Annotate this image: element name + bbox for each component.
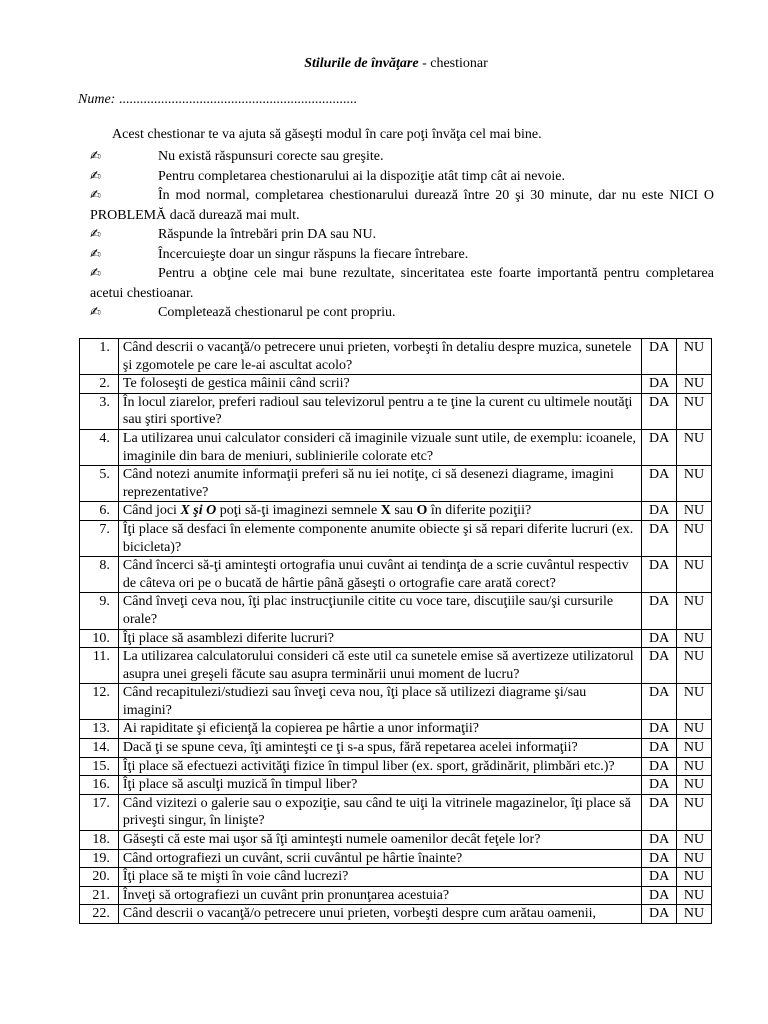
question-number: 1. xyxy=(80,339,119,375)
question-number: 19. xyxy=(80,849,119,868)
table-row xyxy=(80,466,712,502)
table-row xyxy=(80,339,712,375)
name-label: Nume: xyxy=(78,92,116,107)
question-number: 16. xyxy=(80,776,119,795)
intro-text: Acest chestionar te va ajuta să găseşti modul în care poţi învăţa cel mai bine. xyxy=(112,127,542,142)
instruction-item xyxy=(90,303,714,323)
answer-yes[interactable]: DA xyxy=(642,886,677,905)
questions-table xyxy=(79,338,712,924)
answer-no[interactable]: NU xyxy=(677,502,712,521)
question-text: Îţi place să asculţi muzică în timpul liber? xyxy=(118,776,641,795)
answer-no[interactable]: NU xyxy=(677,886,712,905)
page-title xyxy=(0,56,768,72)
answer-no[interactable]: NU xyxy=(677,593,712,629)
pointing-hand-icon: ✍ xyxy=(90,227,101,242)
answer-yes[interactable]: DA xyxy=(642,720,677,739)
question-fragment: X şi O xyxy=(180,503,217,519)
question-text: La utilizarea calculatorului consideri că este util ca sunetele emise să avertizeze utilizatorul asupra unei greşeli făcute sau asupra terminării unui moment de lucru? xyxy=(118,648,641,684)
answer-no[interactable]: NU xyxy=(677,757,712,776)
table-row xyxy=(80,684,712,720)
answer-no[interactable]: NU xyxy=(677,339,712,375)
instruction-text: Pentru a obţine cele mai bune rezultate, sinceritatea este foarte importantă pentru completarea acetui chestioanar. xyxy=(90,266,714,301)
table-row xyxy=(80,520,712,556)
answer-yes[interactable]: DA xyxy=(642,393,677,429)
table-row xyxy=(80,593,712,629)
question-fragment: poţi să-ţi imaginezi semnele xyxy=(216,503,381,519)
question-text: Îţi place să te mişti în voie când lucrezi? xyxy=(118,868,641,887)
question-text: În locul ziarelor, preferi radioul sau televizorul pentru a te ţine la curent cu ultimele noutăţi sau ştiri sportive? xyxy=(118,393,641,429)
question-text: La utilizarea unui calculator consideri că imaginile vizuale sunt utile, de exemplu: icoanele, imaginile din bara de meniuri, sublinierile colorate etc? xyxy=(118,429,641,465)
answer-yes[interactable]: DA xyxy=(642,776,677,795)
answer-yes[interactable]: DA xyxy=(642,502,677,521)
table-row xyxy=(80,648,712,684)
instruction-item xyxy=(90,186,714,225)
instruction-text: Încercuieşte doar un singur răspuns la fiecare întrebare. xyxy=(158,246,469,262)
answer-yes[interactable]: DA xyxy=(642,684,677,720)
answer-no[interactable]: NU xyxy=(677,557,712,593)
pointing-hand-icon: ✍ xyxy=(90,149,101,164)
table-row xyxy=(80,375,712,394)
instruction-text: Răspunde la întrebări prin DA sau NU. xyxy=(158,227,377,242)
question-text: Îţi place să desfaci în elemente componente anumite obiecte şi să repari diferite lucruri (ex. bicicleta)? xyxy=(118,520,641,556)
table-row xyxy=(80,502,712,521)
question-fragment: X xyxy=(380,503,391,519)
table-row xyxy=(80,868,712,887)
question-fragment: sau xyxy=(390,503,417,519)
answer-yes[interactable]: DA xyxy=(642,757,677,776)
question-number: 12. xyxy=(80,684,119,720)
table-row xyxy=(80,557,712,593)
pointing-hand-icon: ✍ xyxy=(90,266,101,281)
question-text: Când ortografiezi un cuvânt, scrii cuvântul pe hârtie înainte? xyxy=(118,849,641,868)
table-row xyxy=(80,905,712,924)
instruction-item xyxy=(90,225,714,245)
title-main: Stilurile de învăţare xyxy=(304,56,419,71)
question-fragment: Când joci xyxy=(122,503,177,519)
instruction-text: Pentru completarea chestionarului ai la dispoziţie atât timp cât ai nevoie. xyxy=(158,168,566,184)
question-text: Înveţi să ortografiezi un cuvânt prin pronunţarea acestuia? xyxy=(118,886,641,905)
answer-yes[interactable]: DA xyxy=(642,831,677,850)
answer-yes[interactable]: DA xyxy=(642,868,677,887)
question-number: 8. xyxy=(80,557,119,593)
answer-yes[interactable]: DA xyxy=(642,648,677,684)
question-text: Găseşti că este mai uşor să îţi aminteşti numele oamenilor decât feţele lor? xyxy=(118,831,641,850)
answer-no[interactable]: NU xyxy=(677,794,712,830)
answer-yes[interactable]: DA xyxy=(642,466,677,502)
instruction-item xyxy=(90,167,714,187)
question-text: Când vizitezi o galerie sau o expoziţie, sau când te uiţi la vitrinele magazinelor, îţi place să priveşti singur, în linişte? xyxy=(118,794,641,830)
pointing-hand-icon: ✍ xyxy=(90,305,101,320)
answer-no[interactable]: NU xyxy=(677,720,712,739)
answer-no[interactable]: NU xyxy=(677,375,712,394)
question-text: Când descrii o vacanţă/o petrecere unui prieten, vorbeşti în detaliu despre muzica, sunetele şi zgomotele pe care le-ai ascultat acolo? xyxy=(118,339,641,375)
instruction-text: Completează chestionarul pe cont propriu. xyxy=(158,305,396,320)
answer-no[interactable]: NU xyxy=(677,629,712,648)
answer-yes[interactable]: DA xyxy=(642,429,677,465)
name-field[interactable] xyxy=(78,92,357,108)
table-row xyxy=(80,629,712,648)
table-row xyxy=(80,757,712,776)
table-row xyxy=(80,720,712,739)
table-row xyxy=(80,886,712,905)
table-row xyxy=(80,831,712,850)
table-row xyxy=(80,393,712,429)
instructions-list xyxy=(90,147,714,323)
question-number: 20. xyxy=(80,868,119,887)
answer-no[interactable]: NU xyxy=(677,849,712,868)
answer-no[interactable]: NU xyxy=(677,831,712,850)
question-number: 18. xyxy=(80,831,119,850)
table-row xyxy=(80,429,712,465)
pointing-hand-icon: ✍ xyxy=(90,168,101,184)
question-text: Îţi place să efectuezi activităţi fizice în timpul liber (ex. sport, grădinărit, plimbări etc.)? xyxy=(118,757,641,776)
answer-no[interactable]: NU xyxy=(677,393,712,429)
answer-no[interactable]: NU xyxy=(677,648,712,684)
question-number: 10. xyxy=(80,629,119,648)
question-fragment: în diferite poziţii? xyxy=(427,503,532,519)
table-row xyxy=(80,739,712,758)
table-row xyxy=(80,776,712,795)
question-text: Când înveţi ceva nou, îţi plac instrucţiunile citite cu voce tare, discuţiile sau/şi cursurile orale? xyxy=(118,593,641,629)
answer-no[interactable]: NU xyxy=(677,739,712,758)
instruction-item xyxy=(90,264,714,303)
question-text xyxy=(118,502,641,521)
pointing-hand-icon: ✍ xyxy=(90,246,101,262)
answer-yes[interactable]: DA xyxy=(642,520,677,556)
answer-no[interactable]: NU xyxy=(677,776,712,795)
answer-yes[interactable]: DA xyxy=(642,593,677,629)
question-number: 14. xyxy=(80,739,119,758)
answer-no[interactable]: NU xyxy=(677,466,712,502)
answer-yes[interactable]: DA xyxy=(642,794,677,830)
question-text: Când descrii o vacanţă/o petrecere unui prieten, vorbeşti despre cum arătau oamenii, xyxy=(118,905,641,924)
answer-yes[interactable]: DA xyxy=(642,849,677,868)
answer-no[interactable]: NU xyxy=(677,905,712,924)
name-dotted-line: .................................................................... xyxy=(115,92,357,107)
title-suffix: - chestionar xyxy=(418,56,488,71)
question-text: Dacă ţi se spune ceva, îţi aminteşti ce ţi s-a spus, fără repetarea acelei informaţii? xyxy=(118,739,641,758)
answer-no[interactable]: NU xyxy=(677,684,712,720)
question-number: 7. xyxy=(80,520,119,556)
question-number: 15. xyxy=(80,757,119,776)
question-number: 13. xyxy=(80,720,119,739)
question-text: Când notezi anumite informaţii preferi să nu iei notiţe, ci să desenezi diagrame, imagini reprezentative? xyxy=(118,466,641,502)
question-number: 2. xyxy=(80,375,119,394)
answer-no[interactable]: NU xyxy=(677,868,712,887)
pointing-hand-icon: ✍ xyxy=(90,188,101,203)
question-number: 5. xyxy=(80,466,119,502)
table-row xyxy=(80,849,712,868)
answer-no[interactable]: NU xyxy=(677,520,712,556)
question-text: Ai rapiditate şi eficienţă la copierea pe hârtie a unor informaţii? xyxy=(118,720,641,739)
table-row xyxy=(80,794,712,830)
question-text: Când recapitulezi/studiezi sau înveţi ceva nou, îţi place să utilizezi diagrame şi/sau imagini? xyxy=(118,684,641,720)
question-text: Când încerci să-ţi aminteşti ortografia unui cuvânt ai tendinţa de a scrie cuvântul respectiv de câteva ori pe o bucată de hârtie până găseşti o ortografie care arată corect? xyxy=(118,557,641,593)
answer-yes[interactable]: DA xyxy=(642,375,677,394)
question-text: Te foloseşti de gestica mâinii când scrii? xyxy=(118,375,641,394)
instruction-item xyxy=(90,245,714,265)
question-number: 6. xyxy=(80,502,119,521)
question-number: 22. xyxy=(80,905,119,924)
answer-yes[interactable]: DA xyxy=(642,739,677,758)
question-text: Îţi place să asamblezi diferite lucruri? xyxy=(118,629,641,648)
question-number: 4. xyxy=(80,429,119,465)
instruction-item xyxy=(90,147,714,167)
question-number: 11. xyxy=(80,648,119,684)
answer-yes[interactable]: DA xyxy=(642,629,677,648)
instruction-text: În mod normal, completarea chestionarului durează între 20 şi 30 minute, dar nu este NICI O PROBLEMĂ dacă durează mai mult. xyxy=(90,188,714,223)
question-number: 17. xyxy=(80,794,119,830)
answer-yes[interactable]: DA xyxy=(642,905,677,924)
instruction-text: Nu există răspunsuri corecte sau greşite. xyxy=(158,149,384,164)
answer-yes[interactable]: DA xyxy=(642,339,677,375)
question-number: 9. xyxy=(80,593,119,629)
answer-yes[interactable]: DA xyxy=(642,557,677,593)
question-number: 21. xyxy=(80,886,119,905)
question-fragment: O xyxy=(416,503,428,519)
question-number: 3. xyxy=(80,393,119,429)
answer-no[interactable]: NU xyxy=(677,429,712,465)
